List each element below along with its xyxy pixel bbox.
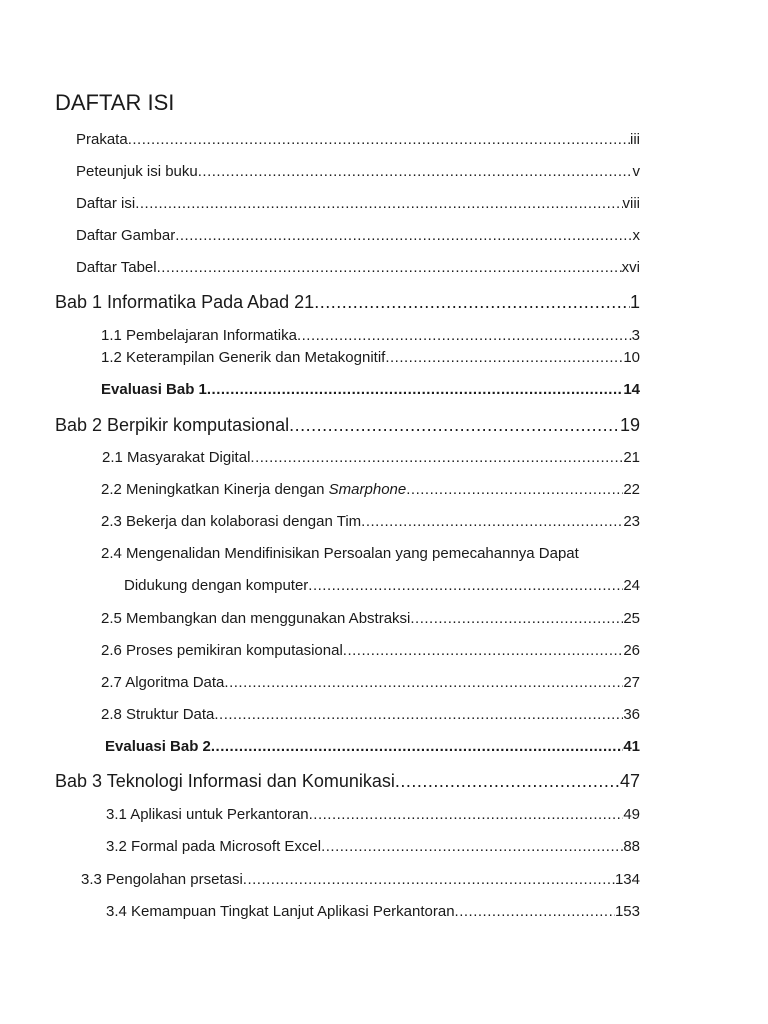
toc-entry-page: 36 xyxy=(623,706,640,723)
toc-entry-page: 153 xyxy=(614,903,640,920)
toc-entry-page: 41 xyxy=(623,738,640,755)
toc-leader-dots xyxy=(361,512,623,532)
toc-entry-label: 3.1 Aplikasi untuk Perkantoran xyxy=(106,806,309,823)
toc-entry-label: Daftar Tabel xyxy=(76,259,157,276)
toc-entry xyxy=(101,512,640,532)
toc-chapter-title: Bab 1 Informatika Pada Abad 21 xyxy=(55,292,315,312)
toc-chapter-title: Bab 2 Berpikir komputasional xyxy=(55,415,290,435)
toc-entry-page: xvi xyxy=(621,259,640,276)
toc-chapter-bab3 xyxy=(55,769,640,793)
toc-entry-label: 1.2 Keterampilan Generik dan Metakognitif xyxy=(101,349,386,366)
toc-entry xyxy=(76,258,640,278)
toc-entry xyxy=(101,705,640,725)
toc-entry-label: 2.8 Struktur Data xyxy=(101,706,215,723)
toc-entry-page: v xyxy=(632,163,640,180)
toc-entry-page: 49 xyxy=(623,806,640,823)
toc-leader-dots xyxy=(297,326,632,346)
toc-entry xyxy=(101,326,640,346)
toc-leader-dots xyxy=(343,641,624,661)
toc-evaluation-entry xyxy=(105,737,640,757)
toc-leader-dots xyxy=(308,576,623,596)
toc-entry xyxy=(101,480,640,500)
toc-entry xyxy=(76,130,640,150)
toc-leader-dots xyxy=(250,448,623,468)
toc-entry-label: 2.7 Algoritma Data xyxy=(101,674,225,691)
toc-entry-page: viii xyxy=(622,195,640,212)
toc-entry-page: 21 xyxy=(623,449,640,466)
toc-entry-page: 14 xyxy=(623,381,640,398)
toc-entry xyxy=(102,448,640,468)
toc-entry-label: Evaluasi Bab 1 xyxy=(101,381,207,398)
toc-entry-page: iii xyxy=(630,131,640,148)
toc-leader-dots xyxy=(243,870,615,890)
toc-entry-page: 24 xyxy=(623,577,640,594)
toc-entry-page: 25 xyxy=(623,610,640,627)
toc-entry-label: Daftar Gambar xyxy=(76,227,176,244)
toc-entry xyxy=(106,902,640,922)
toc-entry xyxy=(76,226,640,246)
toc-entry xyxy=(101,641,640,661)
toc-leader-dots xyxy=(224,673,623,693)
toc-entry-label xyxy=(101,480,406,500)
toc-leader-dots xyxy=(321,837,623,857)
toc-entry-label: 3.4 Kemampuan Tingkat Lanjut Aplikasi Perkantoran xyxy=(106,903,455,920)
toc-entry-label: Prakata xyxy=(76,131,128,148)
toc-entry-label: Peteunjuk isi buku xyxy=(76,163,198,180)
toc-entry xyxy=(106,837,640,857)
toc-entry xyxy=(76,162,640,182)
toc-chapter-bab1 xyxy=(55,290,640,314)
toc-entry xyxy=(101,348,640,368)
toc-chapter-page: 19 xyxy=(619,415,640,435)
toc-entry xyxy=(101,673,640,693)
toc-evaluation-entry xyxy=(101,380,640,400)
toc-entry-label-italic: Smarphone xyxy=(328,481,407,498)
toc-entry-page: 88 xyxy=(623,838,640,855)
toc-entry-page: 3 xyxy=(631,327,640,344)
page-title: DAFTAR ISI xyxy=(55,90,175,115)
toc-leader-dots xyxy=(455,902,615,922)
toc-entry-page: 26 xyxy=(623,642,640,659)
toc-entry-page: 134 xyxy=(614,871,640,888)
toc-entry-page: 10 xyxy=(623,349,640,366)
toc-leader-dots xyxy=(309,805,624,825)
toc-chapter-bab2 xyxy=(55,413,640,437)
toc-entry-label: 1.1 Pembelajaran Informatika xyxy=(101,327,297,344)
toc-chapter-title: Bab 3 Teknologi Informasi dan Komunikasi xyxy=(55,771,395,791)
toc-leader-dots xyxy=(289,413,620,437)
toc-entry-label: 2.6 Proses pemikiran komputasional xyxy=(101,642,343,659)
toc-leader-dots xyxy=(135,194,622,214)
toc-chapter-page: 1 xyxy=(629,292,640,312)
toc-leader-dots xyxy=(157,258,622,278)
toc-leader-dots xyxy=(314,290,630,314)
toc-leader-dots xyxy=(406,480,623,500)
toc-entry xyxy=(81,870,640,890)
toc-entry-label: 3.3 Pengolahan prsetasi xyxy=(81,871,243,888)
toc-leader-dots xyxy=(207,380,623,400)
toc-entry-label-text: 2.2 Meningkatkan Kinerja dengan xyxy=(101,481,329,498)
toc-entry-label: 2.3 Bekerja dan kolaborasi dengan Tim xyxy=(101,513,362,530)
toc-entry-label: 2.5 Membangkan dan menggunakan Abstraksi xyxy=(101,610,411,627)
toc-entry-page: x xyxy=(632,227,640,244)
toc-entry-label: Evaluasi Bab 2 xyxy=(105,738,211,755)
toc-leader-dots xyxy=(410,609,623,629)
toc-entry-page: 27 xyxy=(623,674,640,691)
toc-entry-label: 2.4 Mengenalidan Mendifinisikan Persoalan yang pemecahannya Dapat xyxy=(101,545,579,562)
toc-entry-page: 22 xyxy=(623,481,640,498)
toc-leader-dots xyxy=(385,348,623,368)
toc-leader-dots xyxy=(175,226,632,246)
toc-chapter-page: 47 xyxy=(619,771,640,791)
toc-entry-label: 3.2 Formal pada Microsoft Excel xyxy=(106,838,322,855)
toc-leader-dots xyxy=(198,162,633,182)
toc-leader-dots xyxy=(214,705,623,725)
toc-leader-dots xyxy=(395,769,620,793)
toc-entry xyxy=(124,576,640,596)
toc-entry xyxy=(106,805,640,825)
toc-entry xyxy=(101,609,640,629)
toc-entry-label: 2.1 Masyarakat Digital xyxy=(102,449,251,466)
toc-leader-dots xyxy=(211,737,623,757)
toc-entry-label: Daftar isi xyxy=(76,195,136,212)
toc-entry-label-continued: Didukung dengan komputer xyxy=(124,577,309,594)
toc-entry-page: 23 xyxy=(623,513,640,530)
toc-leader-dots xyxy=(128,130,630,150)
toc-entry xyxy=(76,194,640,214)
